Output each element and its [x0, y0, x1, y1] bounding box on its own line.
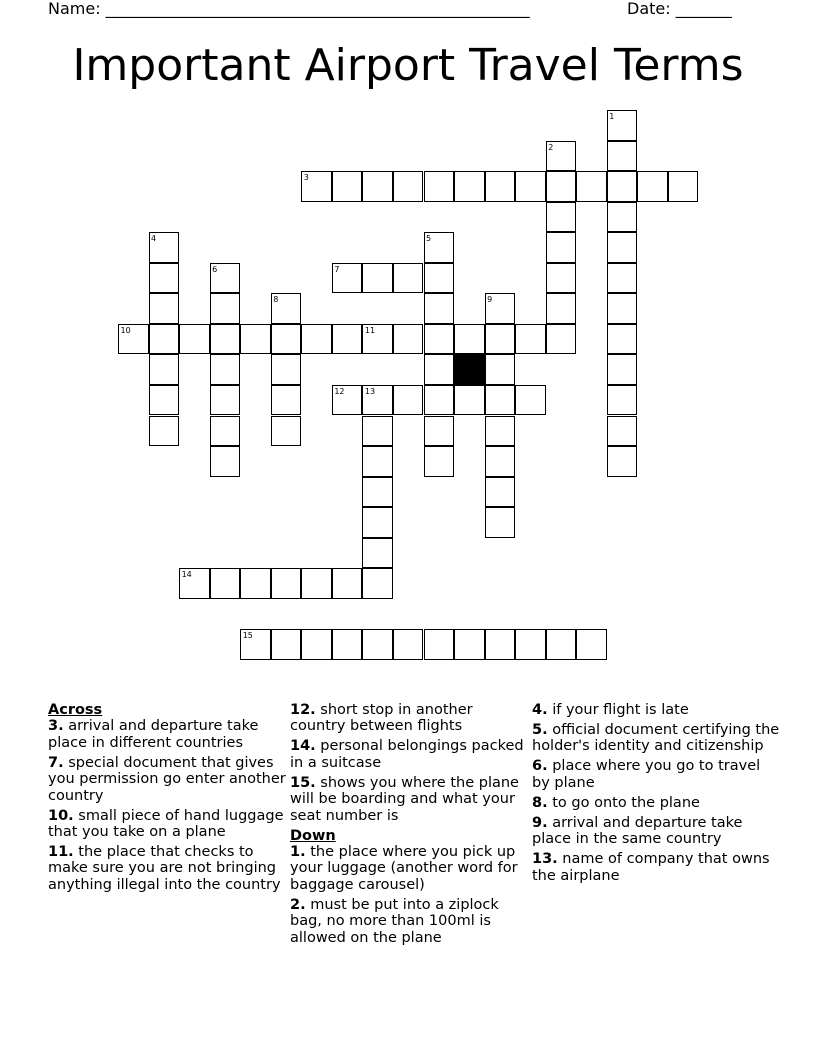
- grid-cell[interactable]: [607, 416, 638, 447]
- grid-cell[interactable]: [149, 385, 180, 416]
- grid-cell[interactable]: [210, 324, 241, 355]
- grid-cell[interactable]: [424, 385, 455, 416]
- grid-cell[interactable]: [271, 416, 302, 447]
- clue-number-label: 3: [303, 173, 309, 183]
- grid-cell[interactable]: [362, 629, 393, 660]
- grid-cell[interactable]: [454, 385, 485, 416]
- grid-cell[interactable]: [271, 568, 302, 599]
- down-heading: Down: [290, 827, 336, 844]
- clue-number-label: 15: [242, 631, 253, 641]
- across-clue-7: 7. special document that gives you permission go enter another country: [48, 754, 286, 804]
- grid-cell[interactable]: [271, 629, 302, 660]
- across-heading: Across: [48, 702, 103, 718]
- down-clue-4: 4. if your flight is late: [532, 702, 689, 718]
- grid-cell[interactable]: [515, 171, 546, 202]
- grid-cell[interactable]: [149, 324, 180, 355]
- grid-cell[interactable]: [607, 171, 638, 202]
- grid-cell[interactable]: [637, 171, 668, 202]
- grid-cell[interactable]: [271, 324, 302, 355]
- grid-cell[interactable]: [424, 293, 455, 324]
- grid-cell[interactable]: [149, 263, 180, 294]
- grid-cell[interactable]: [607, 446, 638, 477]
- clue-number-label: 4: [151, 234, 157, 244]
- grid-cell[interactable]: [393, 385, 424, 416]
- grid-cell[interactable]: [149, 416, 180, 447]
- grid-cell[interactable]: [210, 446, 241, 477]
- grid-cell[interactable]: [332, 568, 363, 599]
- grid-cell[interactable]: [454, 171, 485, 202]
- grid-cell[interactable]: [546, 629, 577, 660]
- grid-cell[interactable]: [362, 507, 393, 538]
- grid-cell[interactable]: [546, 202, 577, 233]
- clue-column-2: [290, 702, 530, 950]
- down-clue-2: 2. must be put into a ziplock bag, no more than 100ml is allowed on the plane: [290, 896, 499, 946]
- across-clue-10: 10. small piece of hand luggage that you take on a plane: [48, 807, 284, 841]
- grid-cell[interactable]: [393, 171, 424, 202]
- clue-number-label: 7: [334, 264, 340, 274]
- clue-number-label: 8: [273, 295, 279, 305]
- grid-cell[interactable]: [362, 416, 393, 447]
- grid-cell[interactable]: [393, 263, 424, 294]
- grid-cell[interactable]: [485, 629, 516, 660]
- grid-cell[interactable]: [485, 477, 516, 508]
- across-clue-15: 15. shows you where the plane will be boarding and what your seat number is: [290, 774, 519, 824]
- down-clue-9: 9. arrival and departure take place in the same country: [532, 814, 743, 848]
- grid-cell[interactable]: [515, 385, 546, 416]
- clue-number-label: 12: [334, 386, 345, 396]
- grid-cell[interactable]: [210, 293, 241, 324]
- grid-cell[interactable]: [271, 354, 302, 385]
- clue-number-label: 13: [364, 386, 376, 396]
- grid-cell[interactable]: [210, 385, 241, 416]
- grid-cell[interactable]: [149, 293, 180, 324]
- grid-cell[interactable]: [210, 354, 241, 385]
- clue-number-label: 1: [609, 112, 615, 121]
- grid-cell[interactable]: [210, 568, 241, 599]
- grid-cell[interactable]: [393, 629, 424, 660]
- grid-cell[interactable]: [362, 477, 393, 508]
- grid-cell[interactable]: [362, 538, 393, 569]
- grid-cell[interactable]: [210, 416, 241, 447]
- grid-cell[interactable]: [424, 171, 455, 202]
- grid-cell[interactable]: [485, 507, 516, 538]
- down-clue-1: 1. the place where you pick up your luggage (another word for baggage carousel): [290, 844, 518, 893]
- grid-cell[interactable]: [607, 232, 638, 263]
- grid-cell[interactable]: [424, 446, 455, 477]
- grid-cell[interactable]: [485, 354, 516, 385]
- down-clue-8: 8. to go onto the plane: [532, 794, 700, 811]
- grid-cell[interactable]: [546, 293, 577, 324]
- grid-cell[interactable]: [515, 324, 546, 355]
- grid-cell[interactable]: [546, 324, 577, 355]
- grid-cell[interactable]: [607, 141, 638, 172]
- across-clue-12: 12. short stop in another country between flights: [290, 702, 473, 735]
- grid-cell[interactable]: [485, 171, 516, 202]
- grid-cell[interactable]: [424, 416, 455, 447]
- grid-cell[interactable]: [240, 568, 271, 599]
- page-title: Important Airport Travel Terms: [72, 40, 744, 91]
- clue-column-3: [532, 702, 782, 888]
- grid-cell[interactable]: [485, 324, 516, 355]
- grid-cell[interactable]: [301, 568, 332, 599]
- name-field-label: Name: _____________________________________________________: [48, 0, 530, 18]
- black-grid-cell: [454, 354, 485, 385]
- clue-number-label: 10: [120, 325, 131, 335]
- grid-cell[interactable]: [485, 385, 516, 416]
- grid-cell[interactable]: [546, 263, 577, 294]
- across-clue-11: 11. the place that checks to make sure you are not bringing anything illegal into the country: [48, 844, 281, 893]
- grid-cell[interactable]: [240, 324, 271, 355]
- date-field-label: Date: _______: [627, 0, 732, 18]
- grid-cell[interactable]: [607, 385, 638, 416]
- grid-cell[interactable]: [546, 171, 577, 202]
- grid-cell[interactable]: [607, 202, 638, 233]
- grid-cell[interactable]: [485, 446, 516, 477]
- grid-cell[interactable]: [362, 446, 393, 477]
- clue-number-label: 2: [548, 142, 554, 152]
- grid-cell[interactable]: [424, 324, 455, 355]
- grid-cell[interactable]: [424, 629, 455, 660]
- down-clue-13: 13. name of company that owns the airplane: [532, 851, 770, 884]
- grid-cell[interactable]: [576, 629, 607, 660]
- clue-number-label: 14: [181, 570, 192, 580]
- down-clue-6: 6. place where you go to travel by plane: [532, 758, 761, 791]
- grid-cell[interactable]: [362, 263, 393, 294]
- across-clue-3: 3. arrival and departure take place in different countries: [48, 718, 259, 751]
- grid-cell[interactable]: [362, 171, 393, 202]
- grid-cell[interactable]: [271, 385, 302, 416]
- across-clue-14: 14. personal belongings packed in a suitcase: [290, 738, 524, 771]
- clue-number-label: 9: [487, 295, 493, 305]
- grid-cell[interactable]: [424, 263, 455, 294]
- grid-cell[interactable]: [301, 324, 332, 355]
- grid-cell[interactable]: [362, 568, 393, 599]
- grid-cell[interactable]: [668, 171, 699, 202]
- grid-cell[interactable]: [576, 171, 607, 202]
- grid-cell[interactable]: [607, 354, 638, 385]
- clue-column-1: [48, 702, 288, 897]
- grid-cell[interactable]: [607, 293, 638, 324]
- grid-cell[interactable]: [332, 629, 363, 660]
- grid-cell[interactable]: [607, 263, 638, 294]
- grid-cell[interactable]: [515, 629, 546, 660]
- down-clue-5: 5. official document certifying the holder's identity and citizenship: [532, 722, 780, 755]
- clue-number-label: 11: [364, 325, 376, 335]
- clue-number-label: 5: [426, 234, 432, 244]
- grid-cell[interactable]: [179, 324, 210, 355]
- grid-cell[interactable]: [546, 232, 577, 263]
- grid-cell[interactable]: [454, 629, 485, 660]
- grid-cell[interactable]: [332, 324, 363, 355]
- grid-cell[interactable]: [301, 629, 332, 660]
- grid-cell[interactable]: [485, 416, 516, 447]
- grid-cell[interactable]: [149, 354, 180, 385]
- grid-cell[interactable]: [424, 354, 455, 385]
- grid-cell[interactable]: [332, 171, 363, 202]
- clue-number-label: 6: [212, 264, 218, 274]
- grid-cell[interactable]: [393, 324, 424, 355]
- grid-cell[interactable]: [607, 324, 638, 355]
- grid-cell[interactable]: [454, 324, 485, 355]
